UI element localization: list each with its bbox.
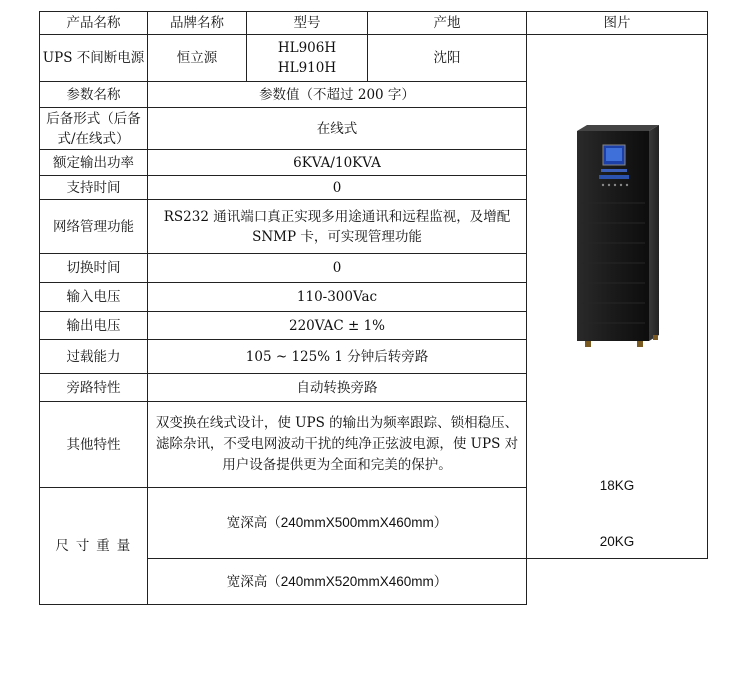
param-value: 双变换在线式设计，使 UPS 的输出为频率跟踪、锁相稳压、滤除杂讯，不受电网波动干扰的纯净正弦波电源，使 UPS 对用户设备提供更为全面和完美的保护。 xyxy=(148,402,527,488)
param-value: 110-300Vac xyxy=(148,283,527,312)
header-row xyxy=(40,12,708,35)
param-value: 0 xyxy=(148,176,527,200)
spec-table xyxy=(39,11,708,605)
size-2: 宽深高（240mmX520mmX460mm） xyxy=(148,559,527,605)
param-label: 过载能力 xyxy=(40,340,148,374)
product-origin: 沈阳 xyxy=(368,35,527,82)
param-label: 输入电压 xyxy=(40,283,148,312)
param-value: 6KVA/10KVA xyxy=(148,150,527,176)
product-brand: 恒立源 xyxy=(148,35,247,82)
weight-1: 18KG xyxy=(599,478,635,493)
header-origin: 产地 xyxy=(368,12,527,35)
header-product-name: 产品名称 xyxy=(40,12,148,35)
param-label: 支持时间 xyxy=(40,176,148,200)
param-label: 切换时间 xyxy=(40,254,148,283)
header-model: 型号 xyxy=(247,12,368,35)
param-label: 额定输出功率 xyxy=(40,150,148,176)
param-name-header: 参数名称 xyxy=(40,82,148,108)
param-label: 网络管理功能 xyxy=(40,200,148,254)
param-label: 后备形式（后备式/在线式） xyxy=(40,108,148,150)
size-1: 宽深高（240mmX500mmX460mm） xyxy=(148,488,527,559)
product-model xyxy=(247,35,368,82)
param-value: 220VAC ± 1% xyxy=(148,312,527,340)
param-value: 自动转换旁路 xyxy=(148,374,527,402)
product-image-cell xyxy=(527,35,708,559)
header-brand-name: 品牌名称 xyxy=(148,12,247,35)
param-label: 输出电压 xyxy=(40,312,148,340)
param-value: 在线式 xyxy=(148,108,527,150)
param-label: 旁路特性 xyxy=(40,374,148,402)
model-2: HL910H xyxy=(277,60,337,76)
header-image: 图片 xyxy=(527,12,708,35)
dimensions-label: 尺 寸 重 量 xyxy=(40,488,148,605)
param-label: 其他特性 xyxy=(40,402,148,488)
product-row xyxy=(40,35,708,82)
param-value-header: 参数值（不超过 200 字） xyxy=(148,82,527,108)
param-value: 105 ~ 125% 1 分钟后转旁路 xyxy=(148,340,527,374)
ups-cabinet-image xyxy=(575,123,659,351)
model-1: HL906H xyxy=(277,40,337,56)
param-value: 0 xyxy=(148,254,527,283)
product-name: UPS 不间断电源 xyxy=(40,35,148,82)
weight-2: 20KG xyxy=(599,534,635,549)
param-value: RS232 通讯端口真正实现多用途通讯和远程监视，及增配 SNMP 卡，可实现管理功能 xyxy=(148,200,527,254)
